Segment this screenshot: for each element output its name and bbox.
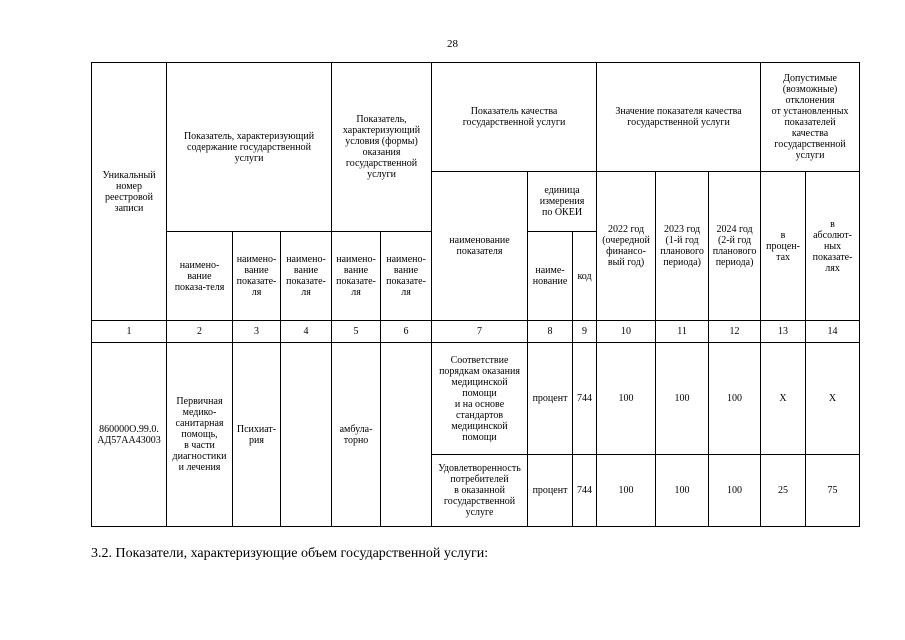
header-unit-name: наиме- нование bbox=[528, 232, 573, 321]
header-sub-name-1: наимено- вание показа-теля bbox=[167, 232, 233, 321]
deviation-absolute-cell: Х bbox=[806, 343, 860, 455]
value-2024-cell: 100 bbox=[709, 455, 761, 527]
value-2023-cell: 100 bbox=[656, 455, 709, 527]
deviation-percent-cell: 25 bbox=[761, 455, 806, 527]
column-number: 8 bbox=[528, 321, 573, 343]
header-in-absolute: в абсолют- ных показате- лях bbox=[806, 172, 860, 321]
page-number: 28 bbox=[447, 38, 458, 50]
unit-name-cell: процент bbox=[528, 455, 573, 527]
deviation-percent-cell: Х bbox=[761, 343, 806, 455]
column-number: 13 bbox=[761, 321, 806, 343]
header-in-percent: в процен- тах bbox=[761, 172, 806, 321]
unit-code-cell: 744 bbox=[573, 455, 597, 527]
header-year-2024: 2024 год (2-й год планового периода) bbox=[709, 172, 761, 321]
content-cell-1: Первичная медико- санитарная помощь, в части диагностики и лечения bbox=[167, 343, 233, 527]
header-indicator-name: наименование показателя bbox=[432, 172, 528, 321]
header-quality-value: Значение показателя качества государственной услуги bbox=[597, 63, 761, 172]
column-number: 4 bbox=[281, 321, 332, 343]
column-number: 5 bbox=[332, 321, 381, 343]
header-unit: единица измерения по ОКЕИ bbox=[528, 172, 597, 232]
column-number: 9 bbox=[573, 321, 597, 343]
column-number: 6 bbox=[381, 321, 432, 343]
value-2022-cell: 100 bbox=[597, 455, 656, 527]
condition-cell-1: амбула- торно bbox=[332, 343, 381, 527]
registry-number-cell: 860000О.99.0. АД57АА43003 bbox=[92, 343, 167, 527]
header-year-2023: 2023 год (1-й год планового периода) bbox=[656, 172, 709, 321]
header-sub-name-5: наимено- вание показате- ля bbox=[381, 232, 432, 321]
content-cell-2: Психиат- рия bbox=[233, 343, 281, 527]
quality-indicators-table bbox=[91, 62, 860, 527]
table-row bbox=[92, 343, 860, 455]
content-cell-3 bbox=[281, 343, 332, 527]
header-conditions-indicator: Показатель, характеризующий условия (формы) оказания государственной услуги bbox=[332, 63, 432, 232]
header-year-2022: 2022 год (очередной финансо- вый год) bbox=[597, 172, 656, 321]
header-sub-name-2: наимено- вание показате- ля bbox=[233, 232, 281, 321]
unit-code-cell: 744 bbox=[573, 343, 597, 455]
value-2022-cell: 100 bbox=[597, 343, 656, 455]
column-number: 2 bbox=[167, 321, 233, 343]
value-2024-cell: 100 bbox=[709, 343, 761, 455]
column-number: 14 bbox=[806, 321, 860, 343]
header-registry-number: Уникальный номер реестровой записи bbox=[92, 63, 167, 321]
deviation-absolute-cell: 75 bbox=[806, 455, 860, 527]
condition-cell-2 bbox=[381, 343, 432, 527]
column-number: 3 bbox=[233, 321, 281, 343]
header-unit-code: код bbox=[573, 232, 597, 321]
indicator-name-cell: Соответствие порядкам оказания медицинской помощи и на основе стандартов медицинской помощи bbox=[432, 343, 528, 455]
header-sub-name-3: наимено- вание показате- ля bbox=[281, 232, 332, 321]
header-deviations: Допустимые (возможные) отклонения от установленных показателей качества государственной услуги bbox=[761, 63, 860, 172]
section-heading: 3.2. Показатели, характеризующие объем государственной услуги: bbox=[91, 546, 489, 561]
header-sub-name-4: наимено- вание показате- ля bbox=[332, 232, 381, 321]
column-number: 1 bbox=[92, 321, 167, 343]
header-quality-indicator: Показатель качества государственной услуги bbox=[432, 63, 597, 172]
unit-name-cell: процент bbox=[528, 343, 573, 455]
value-2023-cell: 100 bbox=[656, 343, 709, 455]
indicator-name-cell: Удовлетворенность потребителей в оказанной государственной услуге bbox=[432, 455, 528, 527]
column-numbers-row bbox=[92, 321, 860, 343]
column-number: 12 bbox=[709, 321, 761, 343]
column-number: 7 bbox=[432, 321, 528, 343]
header-content-indicator: Показатель, характеризующий содержание государственной услуги bbox=[167, 63, 332, 232]
column-number: 11 bbox=[656, 321, 709, 343]
column-number: 10 bbox=[597, 321, 656, 343]
